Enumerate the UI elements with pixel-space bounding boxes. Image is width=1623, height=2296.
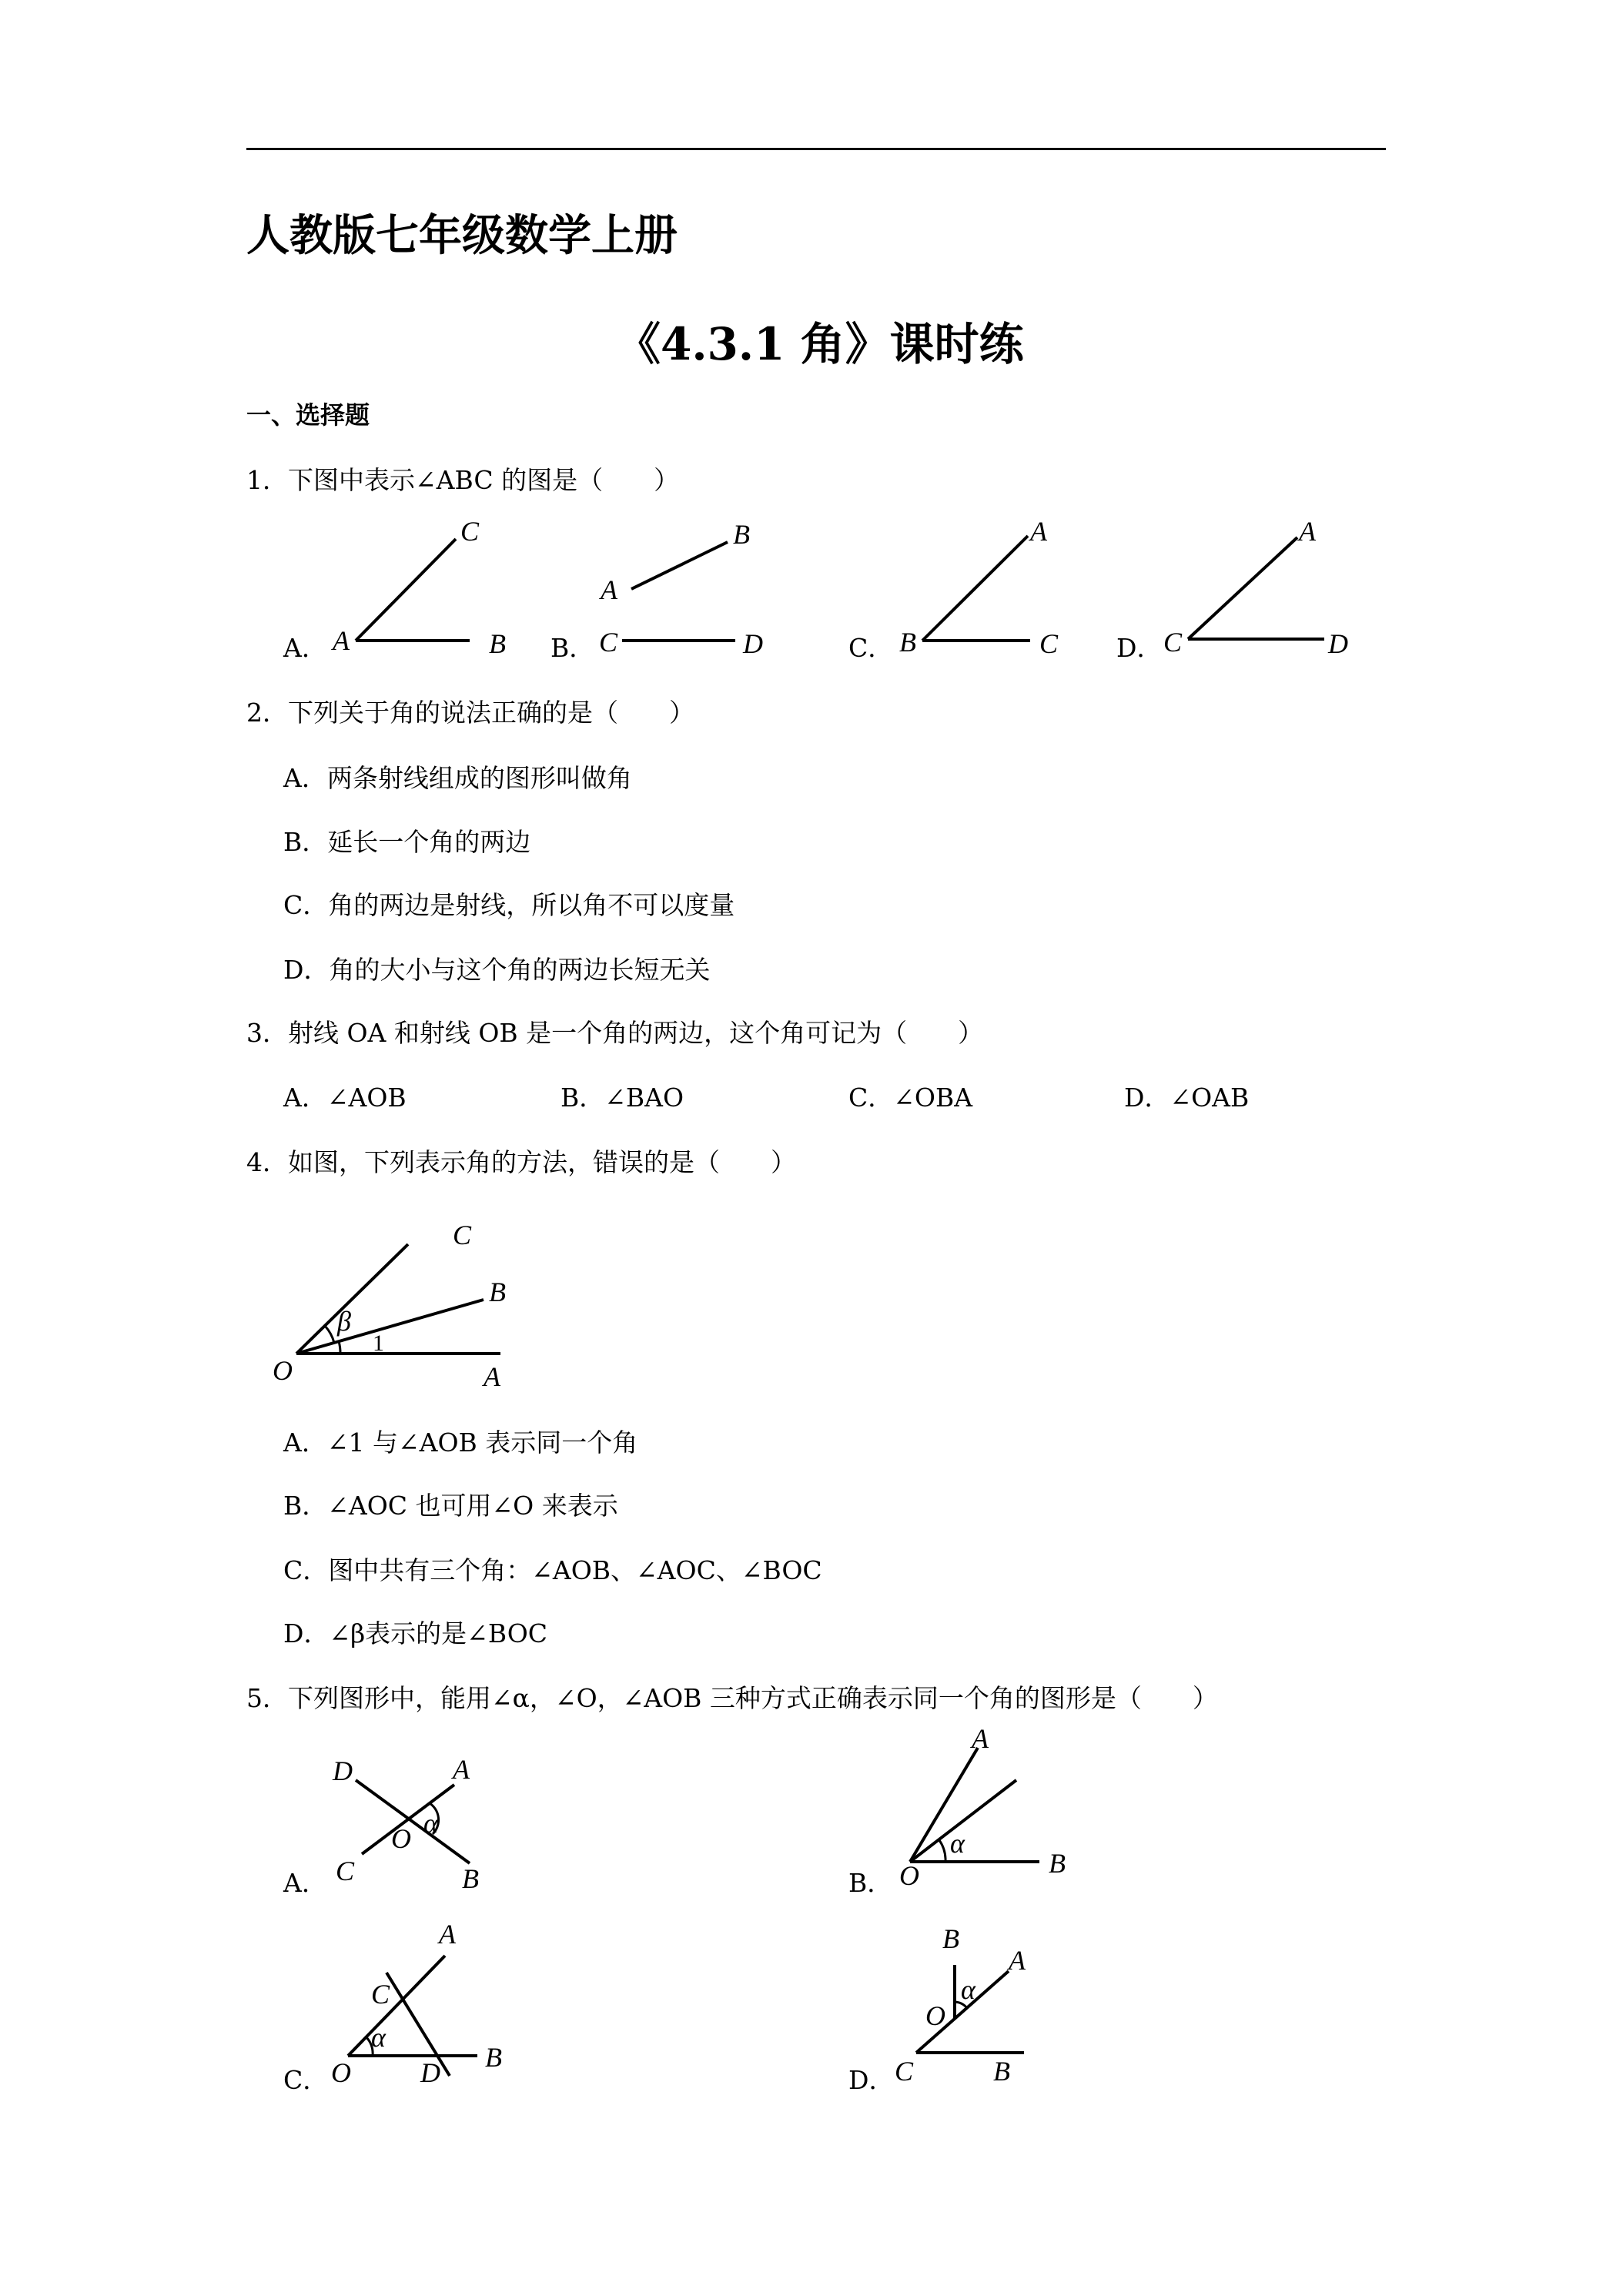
q5b-ray-oa — [910, 1748, 978, 1862]
q1-option-c-figure — [893, 516, 1093, 662]
q5-option-c-figure — [323, 1917, 516, 2094]
q4-angle-beta-arc — [325, 1326, 334, 1343]
q3-option-d[interactable]: D．∠OAB — [1124, 1083, 1250, 1113]
q5c-label: B — [485, 2042, 502, 2073]
q1d-label: C — [1163, 627, 1183, 658]
q1-option-b-figure — [593, 516, 793, 662]
q1c-label: C — [1039, 628, 1059, 659]
q5-option-a-letter[interactable]: A． — [283, 1868, 327, 1898]
q1a-label: C — [460, 516, 480, 547]
lesson-title: 《4.3.1 角》课时练 — [616, 318, 1024, 370]
q2-option-d[interactable]: D．角的大小与这个角的两边长短无关 — [283, 955, 711, 985]
q4-label: A — [484, 1361, 500, 1392]
q4-angle-1-arc — [339, 1341, 340, 1354]
q4-figure — [273, 1201, 539, 1401]
q5b-label: α — [950, 1828, 965, 1859]
q4-label: O — [273, 1355, 293, 1386]
q1a-ray-ac — [356, 539, 456, 641]
q1-option-b-letter[interactable]: B． — [550, 633, 595, 663]
q5a-label: D — [333, 1755, 353, 1786]
q1d-ray-ca — [1188, 537, 1297, 639]
q1b-label: A — [601, 574, 617, 605]
question-2-stem: 2．下列关于角的说法正确的是（ ） — [246, 698, 694, 728]
q4-option-b[interactable]: B．∠AOC 也可用∠O 来表示 — [283, 1491, 618, 1521]
q1b-label: B — [733, 519, 750, 550]
q5c-ray-oa — [348, 1956, 445, 2056]
q5b-label: A — [972, 1723, 989, 1754]
q5c-label: O — [331, 2057, 351, 2088]
q5d-label: α — [961, 1974, 975, 2005]
q5c-label: A — [439, 1919, 456, 1950]
q1-option-a-letter[interactable]: A． — [283, 633, 327, 663]
q1c-label: B — [899, 627, 916, 658]
question-4-stem: 4．如图，下列表示角的方法，错误的是（ ） — [246, 1147, 796, 1177]
q1b-label: D — [743, 628, 763, 659]
q1-option-a-figure — [323, 516, 524, 662]
q5a-label: B — [462, 1863, 479, 1894]
q5b-label: O — [899, 1860, 919, 1891]
q5d-label: C — [895, 2056, 914, 2087]
question-3-stem: 3．射线 OA 和射线 OB 是一个角的两边，这个角可记为（ ） — [246, 1018, 984, 1048]
question-1-stem: 1．下图中表示∠ABC 的图是（ ） — [246, 465, 680, 495]
q4-label: 1 — [373, 1330, 384, 1356]
q5-option-a-figure — [323, 1748, 500, 1902]
q5a-label: O — [391, 1823, 411, 1854]
question-5-stem: 5．下列图形中，能用∠α，∠O，∠AOB 三种方式正确表示同一个角的图形是（ ） — [246, 1683, 1218, 1713]
q5a-label: α — [423, 1808, 438, 1839]
q5-option-c-letter[interactable]: C． — [283, 2065, 329, 2095]
q5c-label: D — [420, 2057, 440, 2088]
q1-option-d-figure — [1159, 516, 1359, 662]
q5a-line-db — [356, 1780, 470, 1863]
section-heading: 一、选择题 — [246, 400, 370, 430]
q1a-label: B — [489, 628, 506, 659]
q2-option-c[interactable]: C．角的两边是射线，所以角不可以度量 — [283, 890, 735, 920]
q3-option-c[interactable]: C．∠OBA — [848, 1083, 973, 1113]
q5c-label: α — [371, 2022, 386, 2053]
q1-option-d-letter[interactable]: D． — [1116, 633, 1163, 663]
q5c-label: C — [371, 1979, 390, 2010]
q5d-label: O — [925, 2000, 945, 2031]
q4-label: C — [453, 1220, 472, 1250]
q5a-label: A — [453, 1754, 470, 1785]
q2-option-a[interactable]: A．两条射线组成的图形叫做角 — [283, 763, 632, 793]
q5a-label: C — [336, 1856, 355, 1886]
q5-option-b-letter[interactable]: B． — [848, 1868, 893, 1898]
q3-option-a[interactable]: A．∠AOB — [283, 1083, 407, 1113]
q1-option-c-letter[interactable]: C． — [848, 633, 894, 663]
q5-option-d-figure — [885, 1917, 1078, 2094]
q3-option-b[interactable]: B．∠BAO — [561, 1083, 684, 1113]
q1a-label: A — [333, 625, 350, 656]
q1b-segment-ab — [631, 542, 728, 589]
q5-option-d-letter[interactable]: D． — [848, 2065, 895, 2095]
q5d-label: B — [993, 2056, 1010, 2087]
q4-label: β — [337, 1306, 351, 1337]
q4-option-d[interactable]: D．∠β表示的是∠BOC — [283, 1618, 548, 1648]
q5-option-b-figure — [885, 1725, 1086, 1902]
header-rule — [246, 148, 1386, 150]
q5b-alpha-arc — [939, 1840, 945, 1862]
q1b-label: C — [599, 627, 618, 658]
q1c-label: A — [1030, 516, 1047, 547]
q5d-label: B — [942, 1923, 959, 1954]
q2-option-b[interactable]: B．延长一个角的两边 — [283, 827, 531, 857]
q4-label: B — [489, 1277, 506, 1307]
q5b-label: B — [1049, 1848, 1066, 1879]
book-title: 人教版七年级数学上册 — [246, 210, 678, 261]
q4-option-a[interactable]: A．∠1 与∠AOB 表示同一个角 — [283, 1427, 638, 1458]
q1d-label: D — [1328, 628, 1348, 659]
q5d-label: A — [1009, 1945, 1026, 1976]
q4-option-c[interactable]: C．图中共有三个角：∠AOB、∠AOC、∠BOC — [283, 1555, 822, 1585]
q1c-ray-ba — [922, 536, 1028, 641]
q1d-label: A — [1299, 516, 1316, 547]
